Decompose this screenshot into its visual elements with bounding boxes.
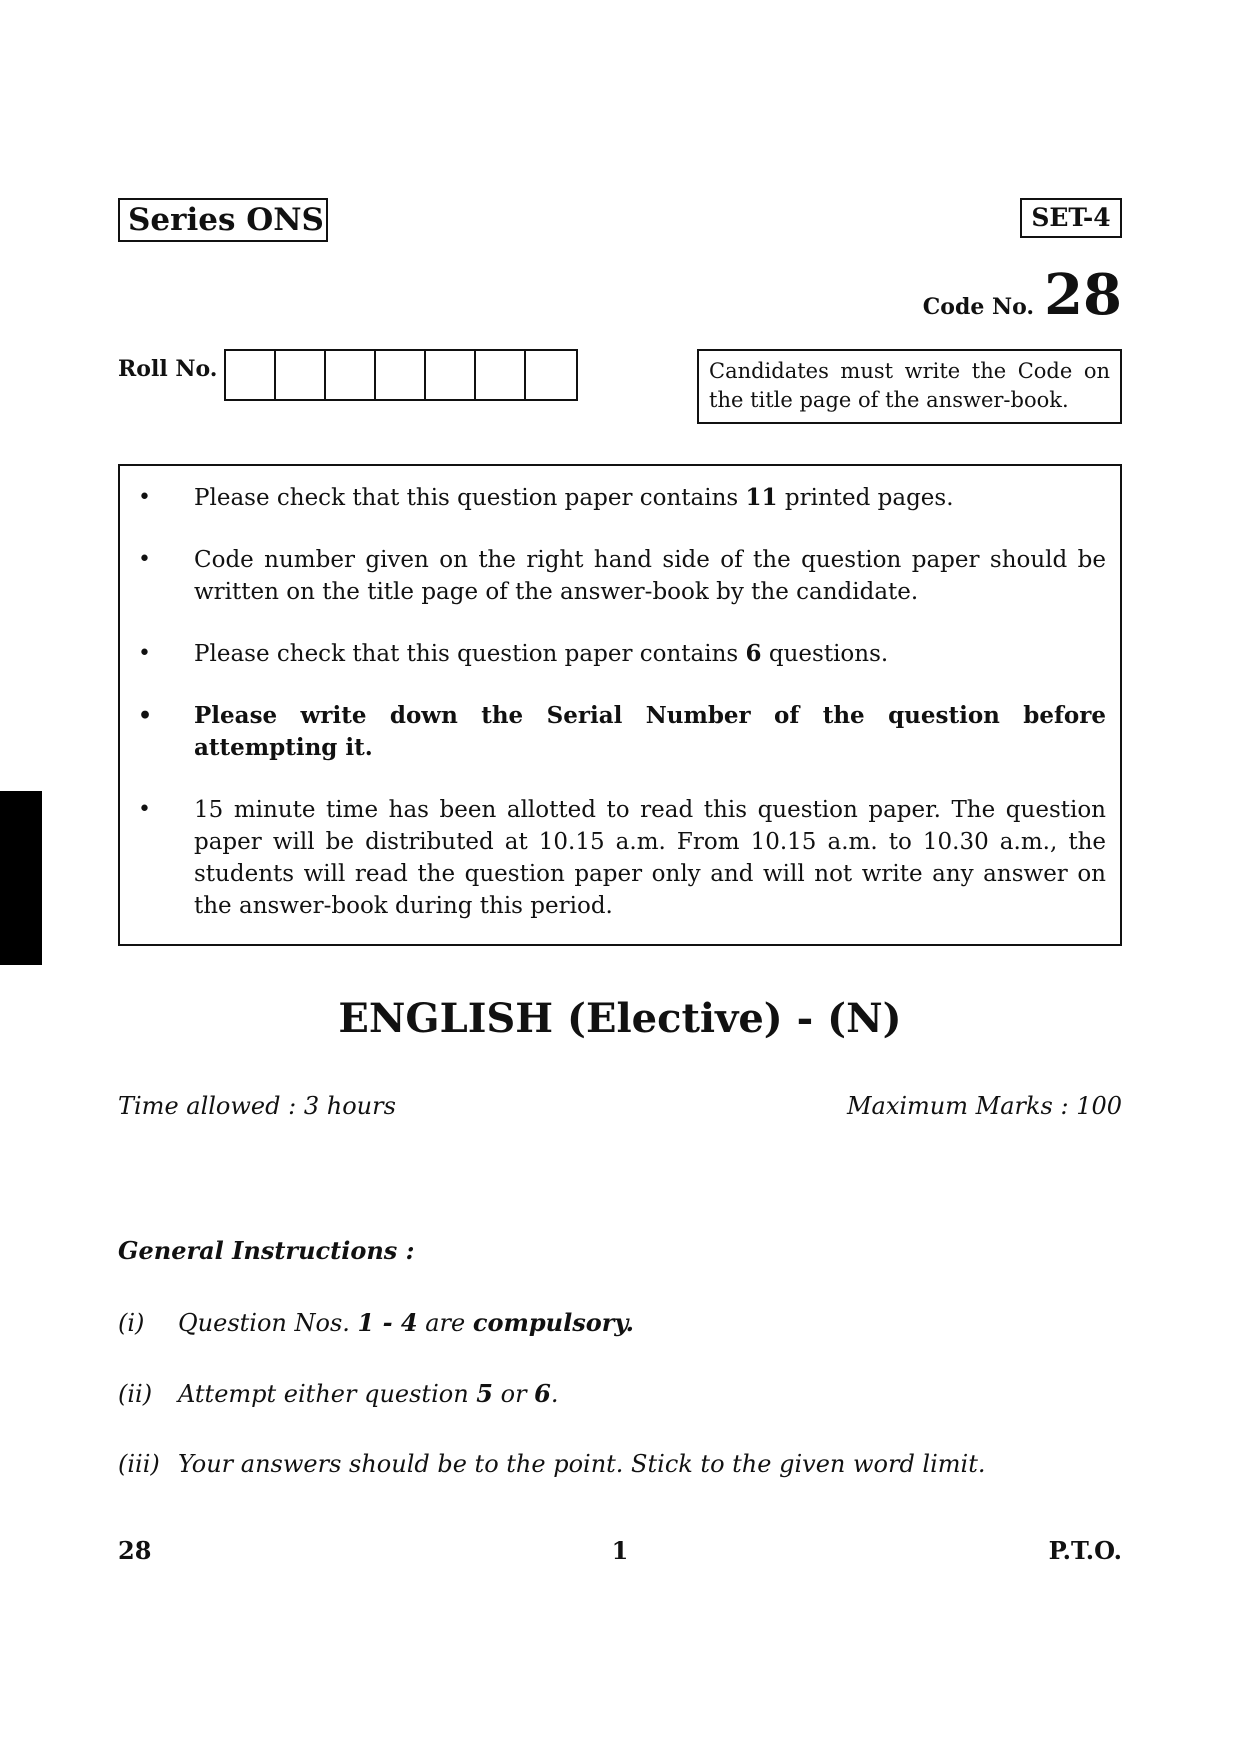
roll-number-cell[interactable] [426,351,476,399]
instruction-item: • Please check that this question paper contains 11 printed pages. [194,482,1106,514]
instruction-item: • Please write down the Serial Number of the question before attempting it. [138,702,1106,761]
paper-title: ENGLISH (Elective) - (N) [338,995,902,1042]
code-number: 28 [1044,262,1122,328]
code-number-line [923,262,1122,328]
instructions-box [118,464,1122,946]
series-label: Series ONS [118,198,328,242]
bullet-icon: • [138,485,151,510]
footer-pto: P.T.O. [1048,1536,1122,1565]
time-allowed: Time allowed : 3 hours [118,1092,396,1120]
bullet-icon: • [138,641,151,666]
instruction-item: • Code number given on the right hand side of the question paper should be written on the title page of the answer-book by the candidate. [194,544,1106,608]
side-marker-tab [0,791,42,965]
code-label: Code No. [922,294,1035,320]
general-instruction-item: (i) Question Nos. 1 - 4 are compulsory. [118,1308,634,1337]
roll-number-cell[interactable] [326,351,376,399]
general-instruction-item: (iii) Your answers should be to the point. Stick to the given word limit. [118,1450,986,1478]
footer-code: 28 [118,1536,152,1565]
set-label: SET-4 [1020,198,1122,238]
bullet-icon: • [138,797,151,822]
roll-number-cell[interactable] [276,351,326,399]
roll-number-boxes[interactable] [224,349,578,401]
instruction-item: • 15 minute time has been allotted to read this question paper. The question paper will be distributed at 10.15 a.m. From 10.15 a.m. to 10.30 a.m., the students will read the question paper only and will not write any answer on the answer-book during this period. [194,794,1106,922]
instruction-item: • Please check that this question paper contains 6 questions. [194,638,1106,670]
roll-number-label: Roll No. [118,356,218,382]
page-number: 1 [611,1536,629,1565]
general-instruction-item: (ii) Attempt either question 5 or 6. [118,1379,559,1408]
bullet-icon: • [138,547,151,572]
candidates-note: Candidates must write the Code on the title page of the answer-book. [697,349,1122,424]
bullet-icon: • [138,703,153,729]
roll-number-cell[interactable] [526,351,576,399]
general-instructions-heading: General Instructions : [118,1236,415,1265]
roll-number-cell[interactable] [476,351,526,399]
maximum-marks: Maximum Marks : 100 [846,1092,1122,1120]
roll-number-cell[interactable] [376,351,426,399]
roll-number-cell[interactable] [226,351,276,399]
